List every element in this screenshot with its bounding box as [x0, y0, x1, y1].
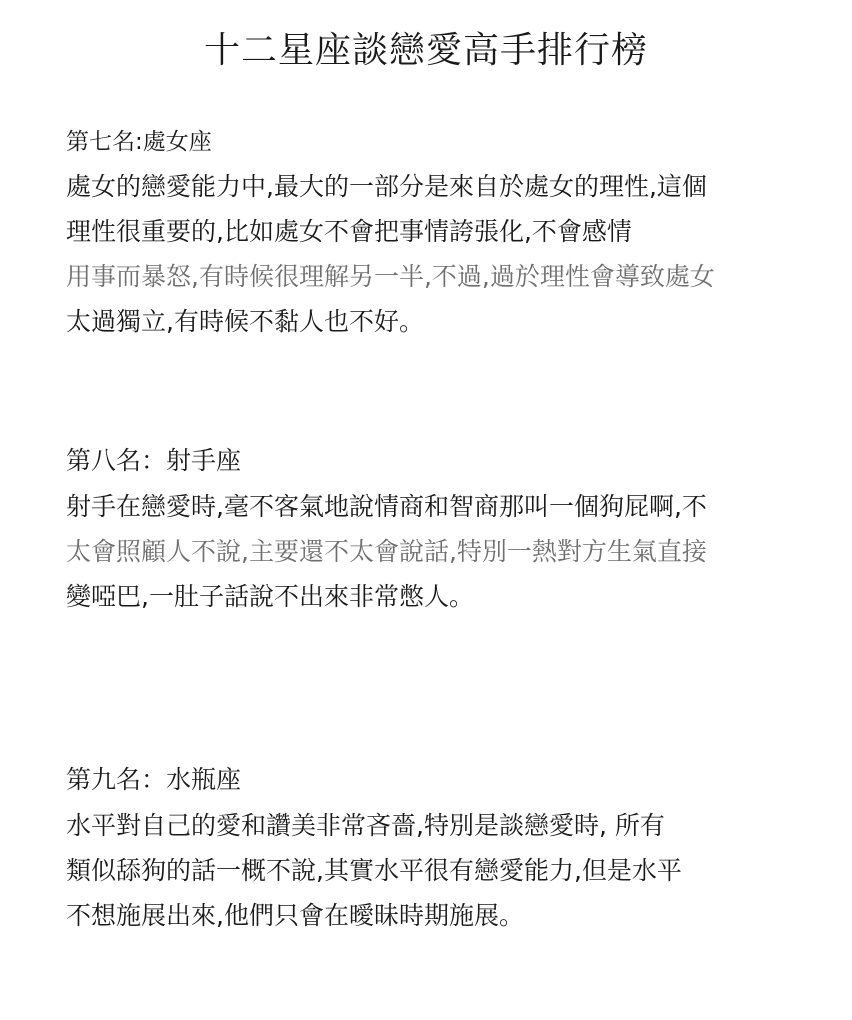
paragraph-line: 類似舔狗的話一概不說,其實水平很有戀愛能力,但是水平 — [66, 856, 682, 885]
page-title: 十二星座談戀愛高手排行榜 — [203, 30, 648, 71]
rank-section-aquarius — [66, 763, 796, 938]
rank-heading: 第七名:處女座 — [66, 129, 212, 155]
paragraph-line: 太會照顧人不說,主要還不太會說話,特別一熱對方生氣直接 — [66, 537, 707, 566]
rank-heading: 第九名：水瓶座 — [66, 765, 242, 794]
paragraph-line: 用事而暴怒,有時候很理解另一半,不過,過於理性會導致處女 — [66, 262, 715, 291]
rank-section-virgo — [66, 126, 796, 344]
rank-heading: 第八名：射手座 — [66, 446, 242, 475]
paragraph-line: 射手在戀愛時,毫不客氣地說情商和智商那叫一個狗屁啊,不 — [66, 492, 707, 521]
paragraph-line: 變啞巴,一肚子話說不出來非常憋人。 — [66, 582, 474, 611]
paragraph-line: 理性很重要的,比如處女不會把事情誇張化,不會感情 — [66, 217, 632, 246]
paragraph-line: 太過獨立,有時候不黏人也不好。 — [66, 307, 424, 336]
rank-section-sagittarius — [66, 444, 796, 619]
paragraph-line: 不想施展出來,他們只會在曖昧時期施展。 — [66, 901, 524, 930]
paragraph-line: 水平對自己的愛和讚美非常吝嗇,特別是談戀愛時, 所有 — [66, 811, 665, 840]
paragraph-line: 處女的戀愛能力中,最大的一部分是來自於處女的理性,這個 — [66, 172, 707, 201]
